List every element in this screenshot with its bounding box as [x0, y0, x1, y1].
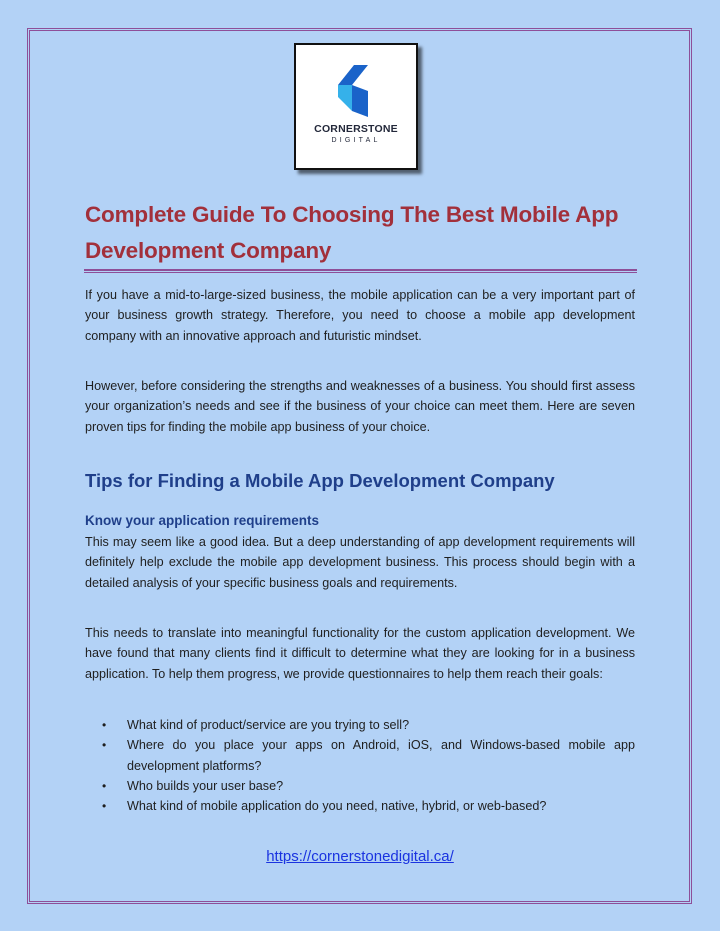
- website-link[interactable]: https://cornerstonedigital.ca/: [266, 848, 454, 865]
- list-item: • Where do you place your apps on Android, iOS, and Windows-based mobile app development platforms?: [85, 735, 635, 776]
- title-divider: [84, 269, 637, 273]
- bullet-icon: •: [102, 778, 107, 793]
- requirements-paragraph: This may seem like a good idea. But a deep understanding of app development requirements will definitely help exclude the mobile app development business. This process should begin with a detailed analysis of your specific business goals and requirements.: [85, 535, 635, 590]
- section-heading: Tips for Finding a Mobile App Development Company: [85, 470, 555, 491]
- subsection-heading: Know your application requirements: [85, 513, 320, 528]
- logo-subtitle: DIGITAL: [331, 137, 381, 144]
- company-logo: [294, 43, 418, 170]
- bullet-icon: •: [102, 738, 107, 753]
- list-item: • What kind of product/service are you trying to sell?: [85, 715, 635, 735]
- functionality-paragraph: This needs to translate into meaningful functionality for the custom application development. We have found that many clients find it difficult to determine what they are looking for in a business application. To help them progress, we provide questionnaires to help them reach their goals:: [85, 626, 635, 681]
- list-item: • Who builds your user base?: [85, 776, 635, 796]
- page-title: Complete Guide To Choosing The Best Mobile App Development Company: [85, 202, 619, 263]
- cornerstone-logo-icon: [338, 65, 376, 117]
- bullet-icon: •: [102, 799, 107, 814]
- questionnaire-list: [85, 715, 635, 816]
- logo-wordmark: CORNERSTONE: [314, 123, 398, 135]
- bullet-icon: •: [102, 718, 107, 732]
- intro-paragraph: If you have a mid-to-large-sized business, the mobile application can be a very important part of your business growth strategy. Therefore, you need to choose a mobile app development company with an innovative approach and futuristic mindset.: [85, 288, 635, 343]
- list-item: • What kind of mobile application do you need, native, hybrid, or web-based?: [85, 796, 635, 816]
- assessment-paragraph: However, before considering the strengths and weaknesses of a business. You should first assess your organization’s needs and see if the business of your choice can meet them. Here are seven proven tips for finding the mobile app business of your choice.: [85, 379, 635, 434]
